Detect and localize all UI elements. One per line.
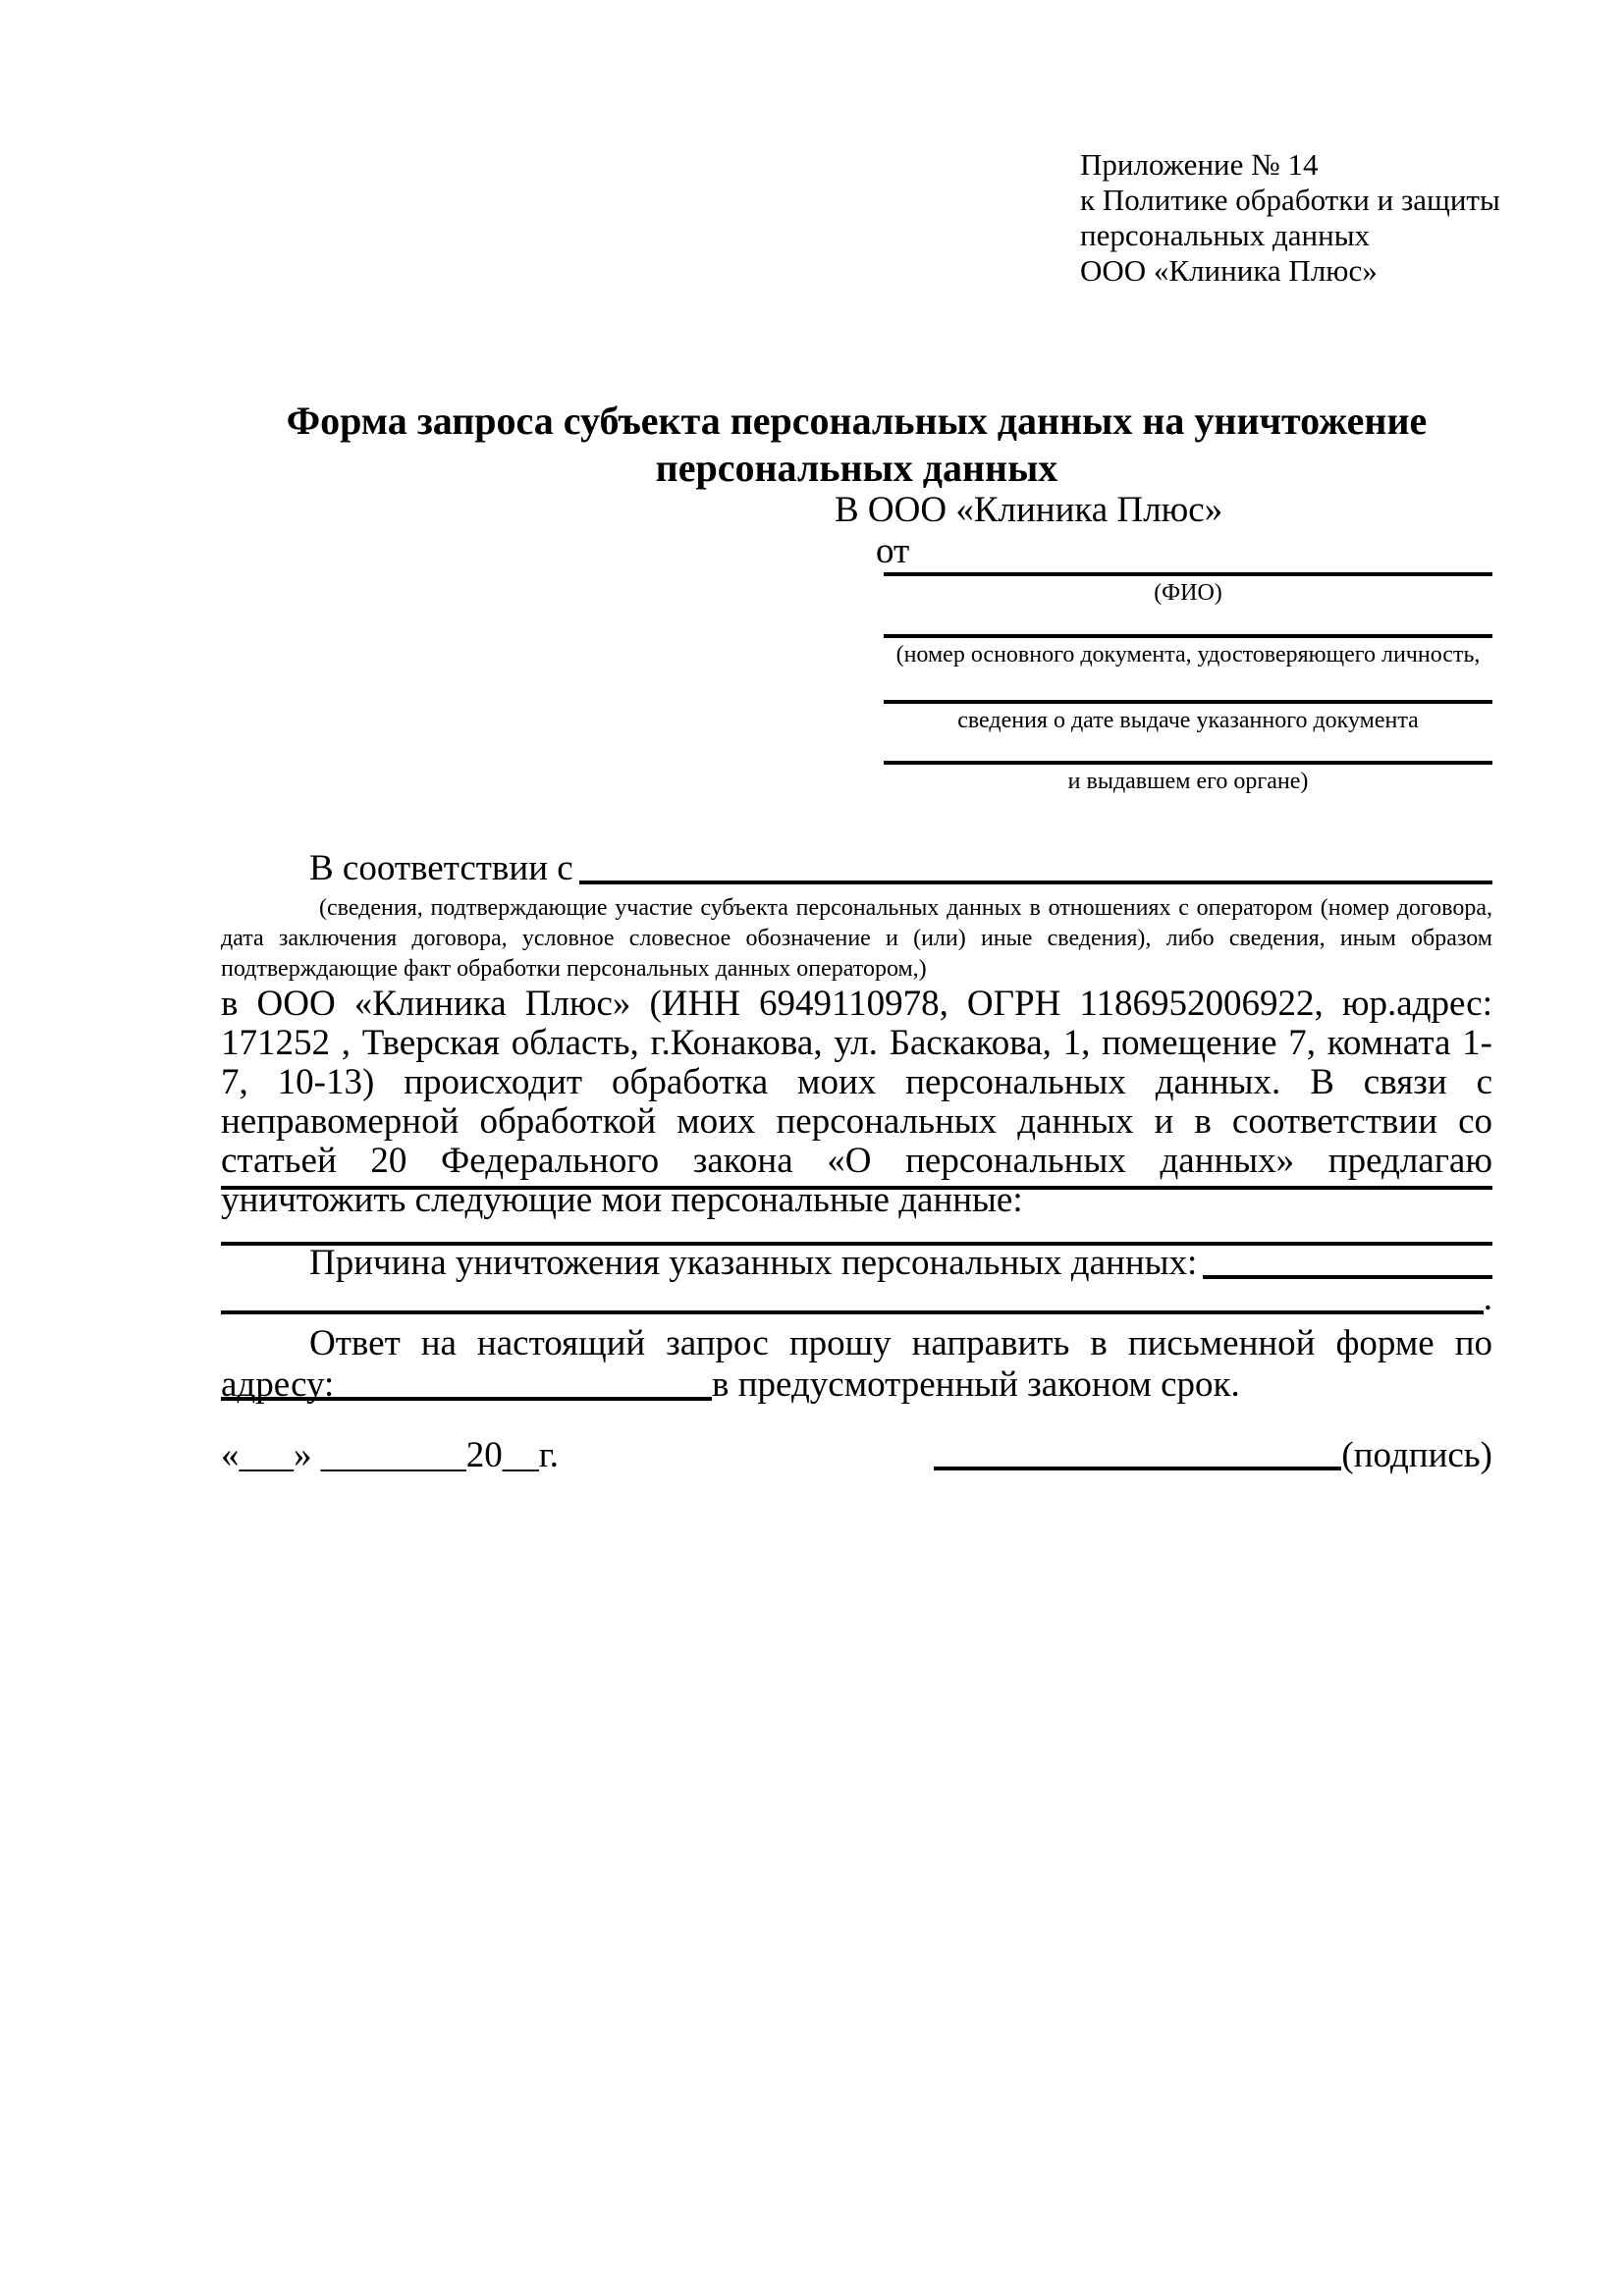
issue-date-caption: сведения о дате выдаче указанного документа — [957, 708, 1419, 733]
fio-blank-line — [884, 572, 1492, 576]
appendix-line: ООО «Клиника Плюс» — [1080, 253, 1378, 288]
footer-row — [221, 1435, 1492, 1476]
reason-continuation-row — [221, 1278, 1492, 1319]
accordance-blank-line — [579, 881, 1492, 884]
main-paragraph: в ООО «Клиника Плюс» (ИНН 6949110978, ОГРН 1186952006922, юр.адрес: 171252 , Тверская область, г.Конакова, ул. Баскакова, 1, помещение 7, комната 1-7, 10-13) происходит обработка моих персональных данных. В связи с неправомерной обработкой моих персональных данных и в соответствии со статьей 20 Федерального закона «О персональных данных» предлагаю уничтожить следующие мои персональные данные: — [221, 984, 1492, 1220]
signature-group — [934, 1435, 1492, 1476]
accordance-note: (сведения, подтверждающие участие субъекта персональных данных в отношениях с оператором (номер договора, дата заключения договора, условное словесное обозначение и (или) иные сведения), либо сведения, иным образом подтверждающие факт обработки персональных данных оператором,) — [221, 895, 1492, 982]
issue-date-blank-line — [884, 700, 1492, 704]
id-document-blank-line — [884, 634, 1492, 638]
data-blank-line-1 — [221, 1186, 1492, 1190]
addressee-from-label: от — [876, 531, 910, 571]
appendix-line: к Политике обработки и защиты — [1080, 183, 1500, 217]
accordance-lead: В соответствии с — [309, 848, 573, 888]
field-issuing-authority — [884, 761, 1492, 796]
field-fio — [884, 572, 1492, 608]
accordance-row — [221, 848, 1492, 889]
issuing-authority-blank-line — [884, 761, 1492, 765]
field-id-document — [884, 634, 1492, 669]
field-issue-date — [884, 700, 1492, 735]
appendix-line: персональных данных — [1080, 218, 1371, 252]
period-text: . — [1483, 1278, 1492, 1318]
address-blank-line — [221, 1397, 712, 1401]
appendix-line: Приложение № 14 — [1080, 147, 1319, 182]
issuing-authority-caption: и выдавшем его органе) — [1067, 769, 1309, 794]
addressee-to: В ООО «Клиника Плюс» — [835, 490, 1223, 530]
reply-sentence: Ответ на настоящий запрос прошу направить в письменной форме по адресу: — [221, 1323, 1492, 1405]
reason-label: Причина уничтожения указанных персональных данных: — [309, 1243, 1198, 1283]
signature-caption: (подпись) — [1341, 1435, 1492, 1475]
id-document-caption: (номер основного документа, удостоверяющего личность, — [895, 642, 1481, 667]
reply-tail: в предусмотренный законом срок. — [712, 1364, 1240, 1405]
signature-blank-line — [934, 1467, 1341, 1470]
reply-address-row — [221, 1364, 1492, 1406]
document-title: Форма запроса субъекта персональных данных на уничтожение персональных данных — [286, 399, 1428, 490]
appendix-note — [1080, 147, 1500, 289]
reason-blank-line-2 — [221, 1310, 1484, 1314]
date-blank: «___» ________20__г. — [221, 1435, 560, 1475]
fio-caption: (ФИО) — [1154, 580, 1222, 606]
